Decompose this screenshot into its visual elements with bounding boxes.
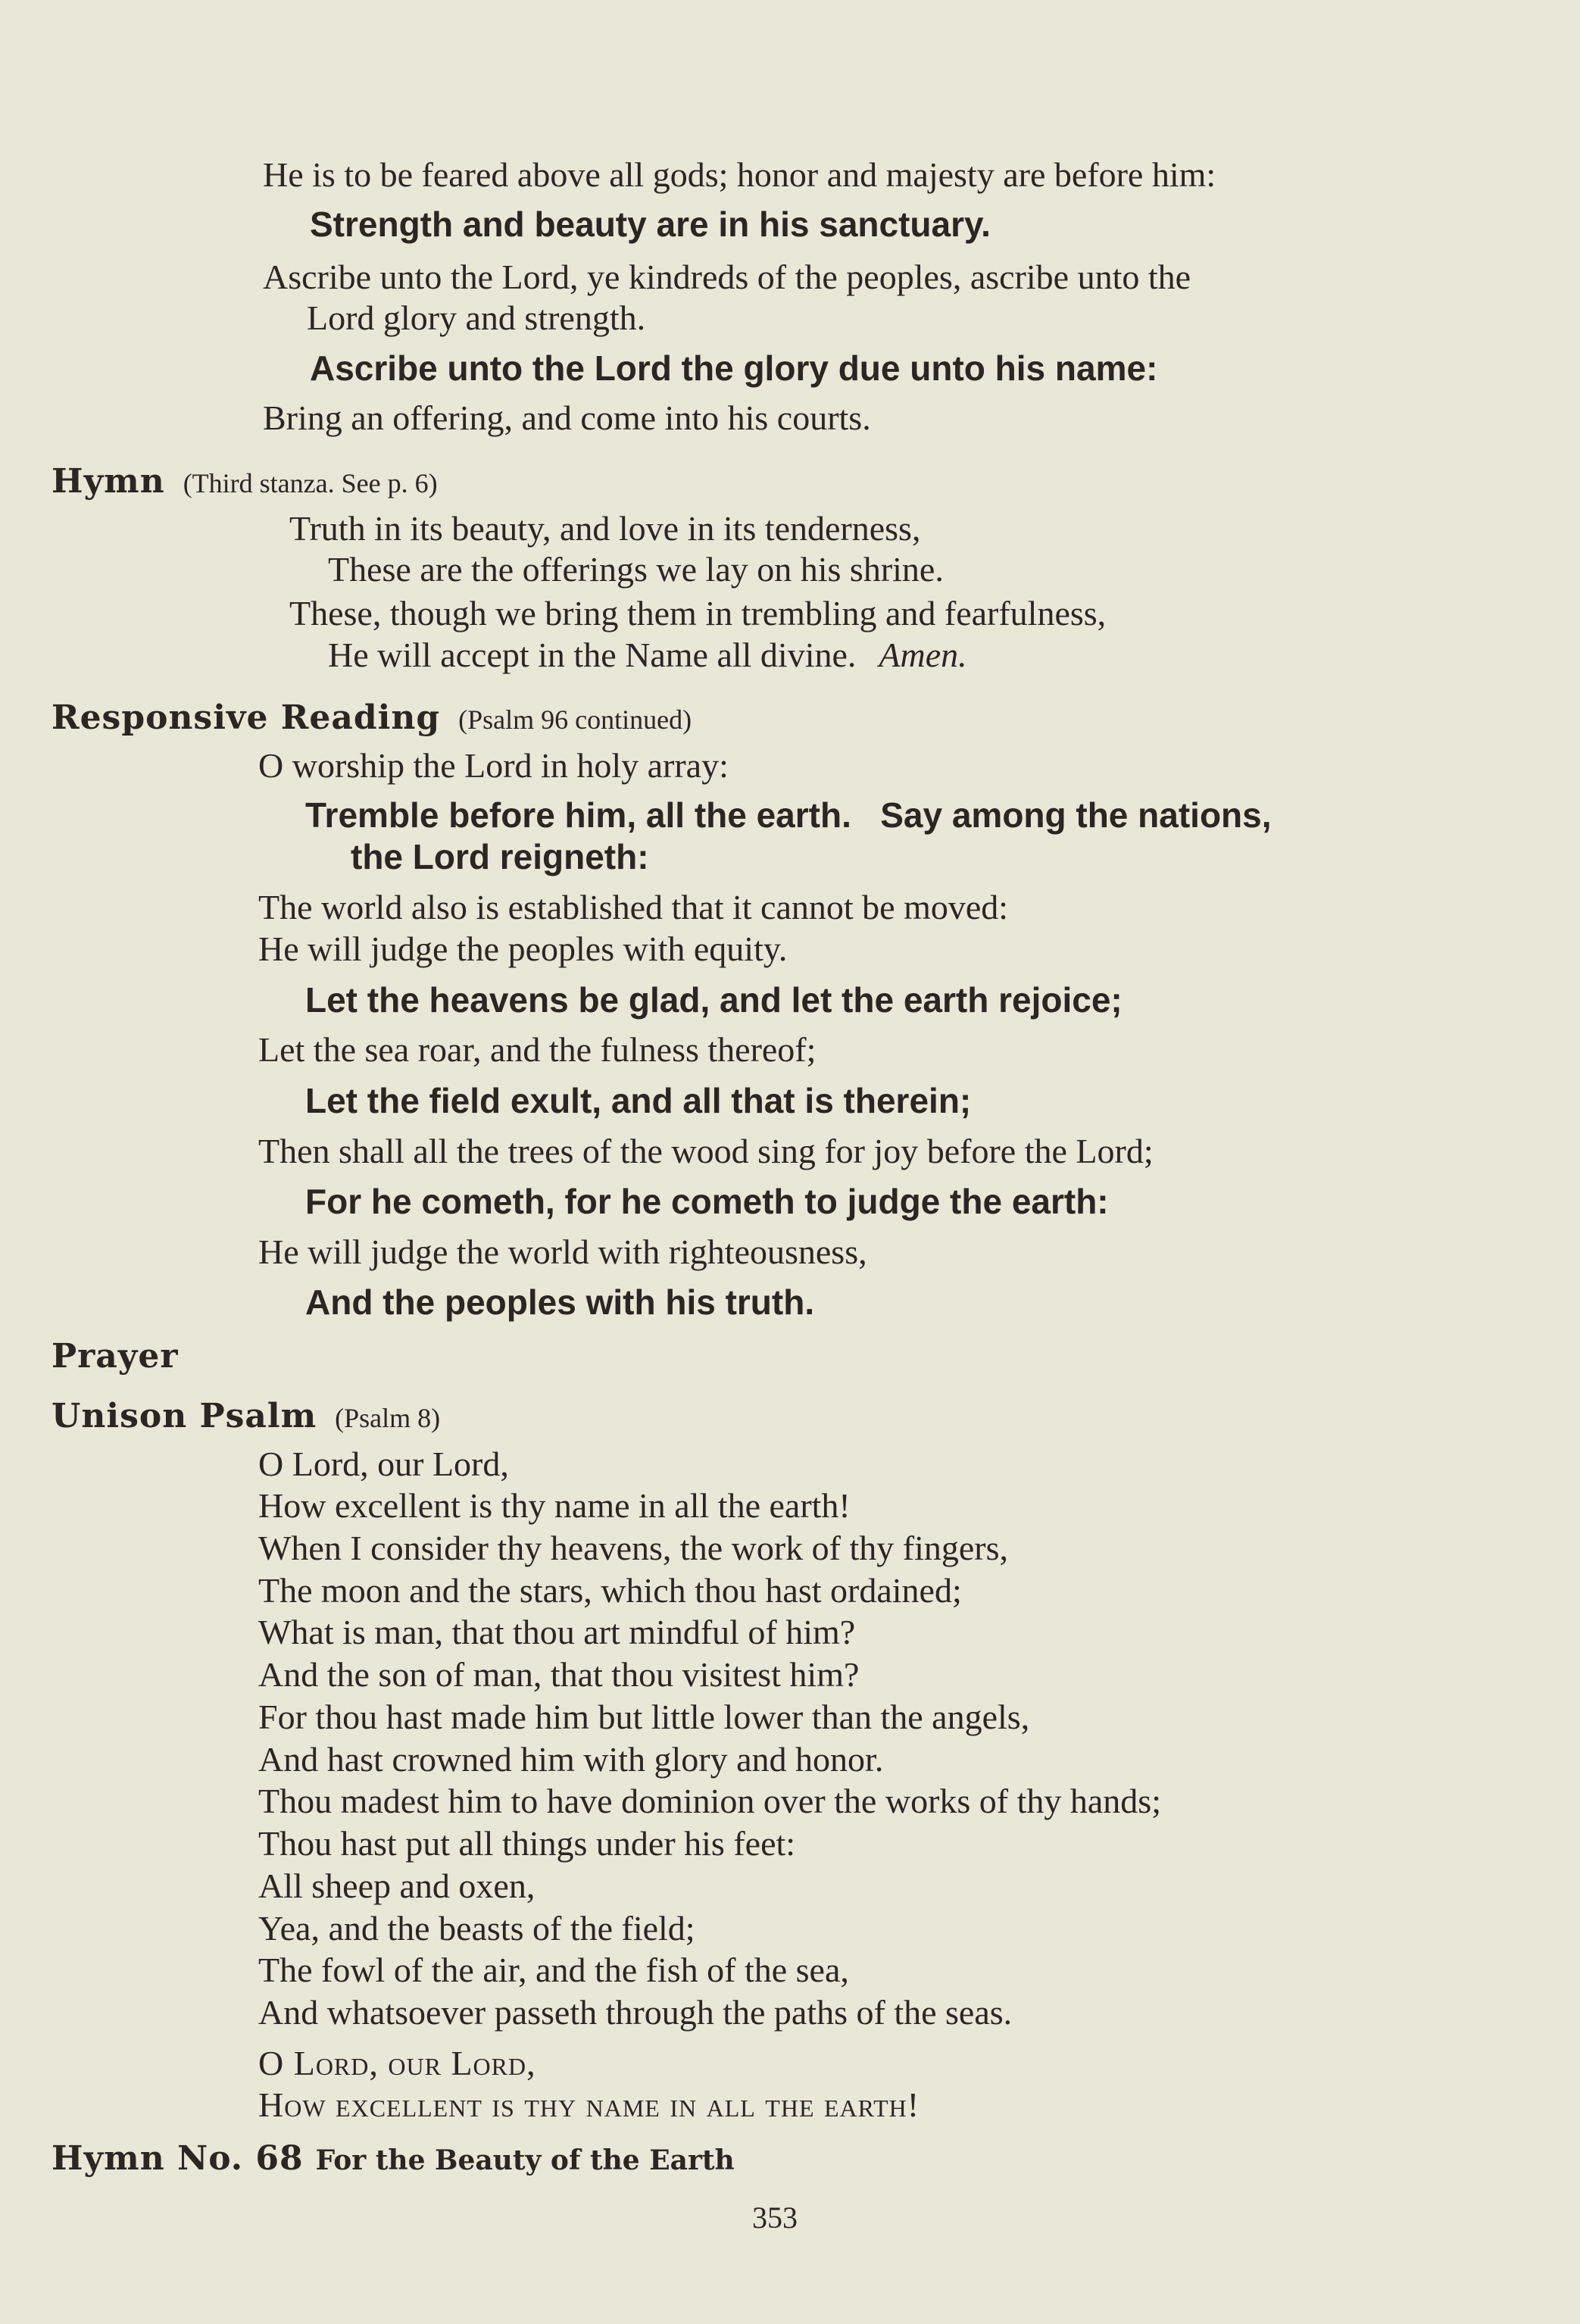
opening-line-6: Bring an offering, and come into his courts. xyxy=(263,398,871,437)
psalm-line-10: Thou hast put all things under his feet: xyxy=(258,1824,796,1863)
hymn-amen: Amen. xyxy=(879,636,967,674)
reading-line-3: the Lord reigneth: xyxy=(351,837,649,876)
responsive-reading-label: Responsive Reading xyxy=(52,698,441,737)
opening-line-2: Strength and beauty are in his sanctuary. xyxy=(310,205,991,244)
psalm-line-16: How excellent is thy name in all the earth! xyxy=(258,2085,920,2124)
unison-psalm-label: Unison Psalm xyxy=(52,1397,317,1435)
psalm-line-6: And the son of man, that thou visitest him? xyxy=(258,1655,860,1694)
hymn-line-2: These are the offerings we lay on his shrine. xyxy=(328,550,944,589)
psalm-line-13: The fowl of the air, and the fish of the sea, xyxy=(258,1951,849,1989)
psalm-line-5: What is man, that thou art mindful of him? xyxy=(258,1613,856,1651)
reading-line-5: He will judge the peoples with equity. xyxy=(258,929,788,968)
psalm-line-9: Thou madest him to have dominion over the works of thy hands; xyxy=(258,1782,1161,1820)
psalm-line-1: O Lord, our Lord, xyxy=(258,1445,509,1483)
prayer-heading: Prayer xyxy=(52,1337,179,1376)
hymn-note: (Third stanza. See p. 6) xyxy=(183,468,438,498)
closing-hymn-label: Hymn No. 68 xyxy=(52,2139,304,2178)
reading-line-7: Let the sea roar, and the fulness thereof; xyxy=(258,1030,817,1069)
reading-line-12: And the peoples with his truth. xyxy=(305,1282,815,1322)
unison-psalm-heading xyxy=(52,1395,440,1439)
reading-line-9: Then shall all the trees of the wood sing for joy before the Lord; xyxy=(258,1132,1154,1170)
reading-line-8: Let the field exult, and all that is therein; xyxy=(305,1081,972,1120)
psalm-line-7: For thou hast made him but little lower than the angels, xyxy=(258,1698,1030,1736)
psalm-line-4: The moon and the stars, which thou hast ordained; xyxy=(258,1571,962,1610)
hymn-line-1: Truth in its beauty, and love in its tenderness, xyxy=(289,509,921,548)
hymn-line-3: These, though we bring them in trembling and fearfulness, xyxy=(289,594,1107,633)
psalm-line-11: All sheep and oxen, xyxy=(258,1866,536,1905)
reading-line-1: O worship the Lord in holy array: xyxy=(258,746,729,785)
page-number: 353 xyxy=(752,2201,798,2235)
hymn-line-4-text: He will accept in the Name all divine. xyxy=(328,636,857,674)
opening-line-1: He is to be feared above all gods; honor and majesty are before him: xyxy=(263,155,1216,194)
psalm-line-2: How excellent is thy name in all the earth! xyxy=(258,1486,851,1525)
opening-line-4: Lord glory and strength. xyxy=(307,298,646,337)
psalm-line-3: When I consider thy heavens, the work of thy fingers, xyxy=(258,1529,1008,1567)
responsive-reading-heading xyxy=(52,697,692,741)
hymn-line-4 xyxy=(328,634,967,676)
opening-line-5: Ascribe unto the Lord the glory due unto his name: xyxy=(310,348,1158,388)
hymn-heading xyxy=(52,461,438,504)
psalm-line-12: Yea, and the beasts of the field; xyxy=(258,1909,695,1948)
unison-psalm-note: (Psalm 8) xyxy=(335,1403,441,1433)
closing-hymn-heading xyxy=(52,2138,735,2182)
psalm-line-15: O Lord, our Lord, xyxy=(258,2044,536,2082)
psalm-line-14: And whatsoever passeth through the paths of the seas. xyxy=(258,1993,1013,2032)
opening-line-3: Ascribe unto the Lord, ye kindreds of the peoples, ascribe unto the xyxy=(263,258,1191,296)
reading-line-2: Tremble before him, all the earth. Say among the nations, xyxy=(305,795,1272,835)
psalm-line-8: And hast crowned him with glory and honor. xyxy=(258,1740,884,1779)
responsive-reading-note: (Psalm 96 continued) xyxy=(458,704,692,735)
reading-line-11: He will judge the world with righteousness, xyxy=(258,1232,867,1271)
hymn-heading-label: Hymn xyxy=(52,462,165,501)
reading-line-6: Let the heavens be glad, and let the earth rejoice; xyxy=(305,980,1123,1020)
reading-line-4: The world also is established that it cannot be moved: xyxy=(258,888,1009,926)
closing-hymn-title: For the Beauty of the Earth xyxy=(315,2144,735,2176)
reading-line-10: For he cometh, for he cometh to judge the earth: xyxy=(305,1182,1109,1221)
